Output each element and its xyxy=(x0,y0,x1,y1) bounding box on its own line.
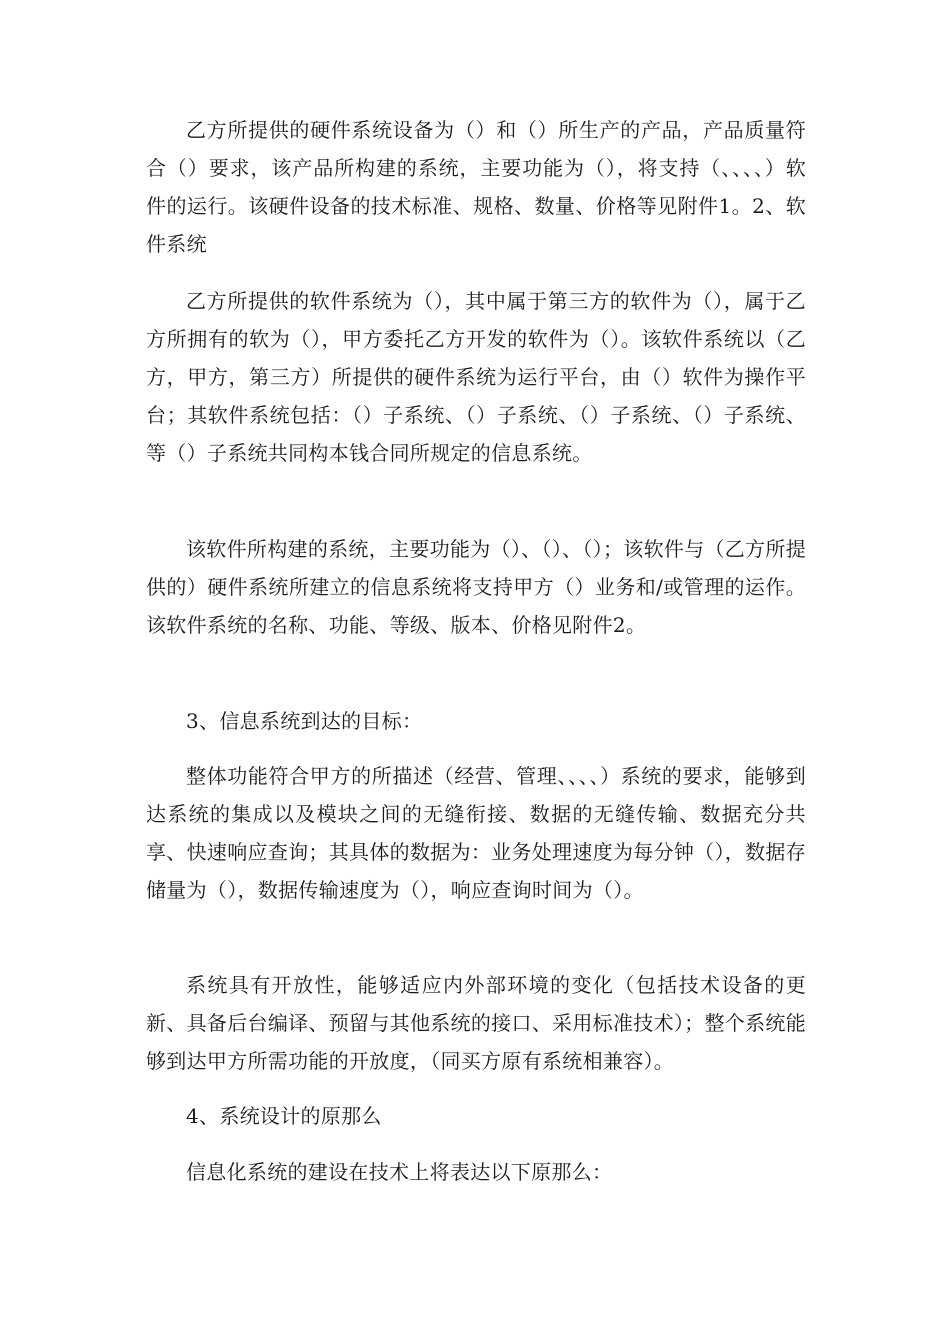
paragraph-hardware-system: 乙方所提供的硬件系统设备为（）和（）所生产的产品，产品质量符合（）要求，该产品所构建的系统，主要功能为（），将支持（、、、、）软件的运行。该硬件设备的技术标准、规格、数量、价格等见附件1。2、软件系统 xyxy=(146,118,806,256)
paragraph-software-functions: 该软件所构建的系统，主要功能为（）、（）、（）；该软件与（乙方所提供的）硬件系统所建立的信息系统将支持甲方（）业务和/或管理的运作。该软件系统的名称、功能、等级、版本、价格见附件2。 xyxy=(146,537,806,637)
section-heading-system-goals: 3、信息系统到达的目标： xyxy=(186,709,423,733)
paragraph-system-openness: 系统具有开放性，能够适应内外部环境的变化（包括技术设备的更新、具备后台编译、预留与其他系统的接口、采用标准技术）；整个系统能够到达甲方所需功能的开放度，（同买方原有系统相兼容）。 xyxy=(146,973,806,1073)
paragraph-principles-intro: 信息化系统的建设在技术上将表达以下原那么： xyxy=(186,1160,613,1184)
paragraph-software-system: 乙方所提供的软件系统为（），其中属于第三方的软件为（），属于乙方所拥有的软为（），甲方委托乙方开发的软件为（）。该软件系统以（乙方，甲方，第三方）所提供的硬件系统为运行平台，由（）软件为操作平台；其软件系统包括：（）子系统、（）子系统、（）子系统、（）子系统、等（）子系统共同构本钱合同所规定的信息系统。 xyxy=(146,289,806,465)
paragraph-overall-function: 整体功能符合甲方的所描述（经营、管理、、、、）系统的要求，能够到达系统的集成以及模块之间的无缝衔接、数据的无缝传输、数据充分共享、快速响应查询；其具体的数据为：业务处理速度为每分钟（），数据存储量为（），数据传输速度为（），响应查询时间为（）。 xyxy=(146,764,806,902)
section-heading-design-principles: 4、系统设计的原那么 xyxy=(186,1104,382,1128)
